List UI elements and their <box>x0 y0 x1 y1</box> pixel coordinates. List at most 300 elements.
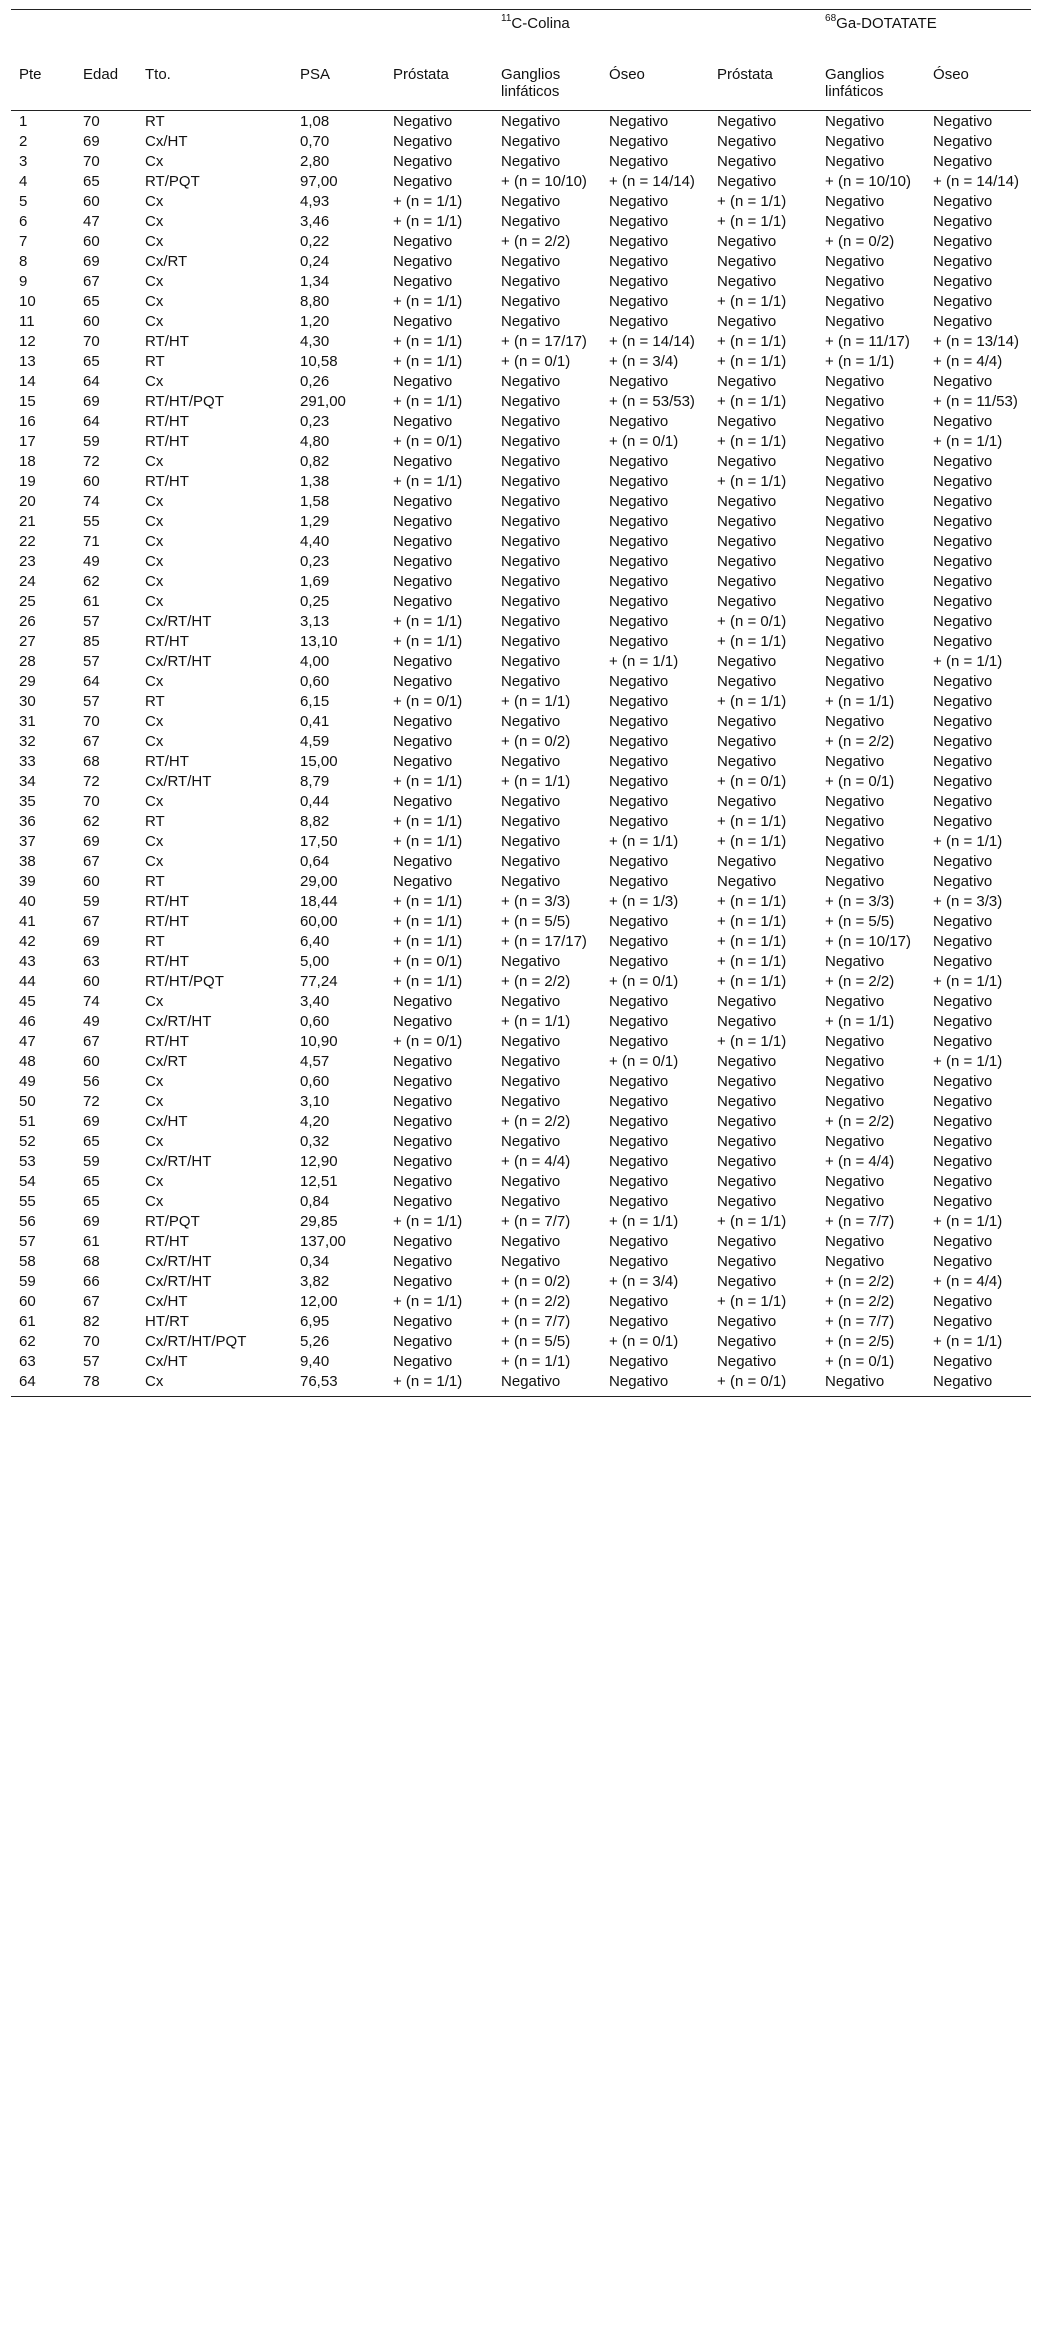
col-dotatate-ganglios: Negativo <box>825 113 885 130</box>
col-edad: 61 <box>83 1233 100 1250</box>
col-colina-oseo: Negativo <box>609 573 669 590</box>
col-colina-prostata: + (n = 0/1) <box>393 433 463 450</box>
col-colina-prostata: Negativo <box>393 373 453 390</box>
col-dotatate-ganglios: Negativo <box>825 1033 885 1050</box>
col-colina-ganglios: Negativo <box>501 473 561 490</box>
col-tto: RT <box>145 113 165 130</box>
col-edad: 55 <box>83 513 100 530</box>
col-pte: 37 <box>19 833 36 850</box>
col-dotatate-oseo: Negativo <box>933 793 993 810</box>
col-colina-ganglios: + (n = 17/17) <box>501 333 587 350</box>
col-psa: 3,13 <box>300 613 330 630</box>
col-dotatate-ganglios: + (n = 5/5) <box>825 913 895 930</box>
col-edad: 67 <box>83 913 100 930</box>
col-dotatate-oseo: Negativo <box>933 533 993 550</box>
col-dotatate-oseo: + (n = 1/1) <box>933 653 1003 670</box>
col-psa: 13,10 <box>300 633 338 650</box>
table-row <box>11 631 1031 651</box>
col-dotatate-prostata: Negativo <box>717 1173 777 1190</box>
col-edad: 60 <box>83 193 100 210</box>
col-colina-oseo: + (n = 1/1) <box>609 833 679 850</box>
col-edad: 68 <box>83 1253 100 1270</box>
col-pte: 11 <box>19 313 35 330</box>
table-row <box>11 991 1031 1011</box>
col-colina-ganglios: Negativo <box>501 1253 561 1270</box>
col-edad: 67 <box>83 733 100 750</box>
col-dotatate-prostata: + (n = 1/1) <box>717 353 787 370</box>
col-edad: 65 <box>83 293 100 310</box>
col-tto: Cx <box>145 193 164 210</box>
col-dotatate-ganglios: Negativo <box>825 993 885 1010</box>
col-tto: Cx/RT <box>145 1053 188 1070</box>
col-dotatate-prostata: Negativo <box>717 853 777 870</box>
col-pte: 49 <box>19 1073 36 1090</box>
col-dotatate-oseo: Negativo <box>933 1033 993 1050</box>
col-psa: 6,40 <box>300 933 330 950</box>
col-dotatate-ganglios: Negativo <box>825 833 885 850</box>
col-tto: Cx/HT <box>145 1293 188 1310</box>
col-dotatate-prostata: + (n = 1/1) <box>717 693 787 710</box>
col-dotatate-oseo: Negativo <box>933 1353 993 1370</box>
col-pte: 30 <box>19 693 36 710</box>
col-colina-oseo: Negativo <box>609 1313 669 1330</box>
table-row <box>11 171 1031 191</box>
col-dotatate-prostata: Negativo <box>717 233 777 250</box>
col-dotatate-oseo: Negativo <box>933 593 993 610</box>
col-dotatate-oseo: + (n = 1/1) <box>933 1213 1003 1230</box>
col-colina-oseo: Negativo <box>609 1233 669 1250</box>
col-colina-prostata: Negativo <box>393 853 453 870</box>
col-colina-ganglios: Negativo <box>501 853 561 870</box>
col-edad: 60 <box>83 313 100 330</box>
col-pte: 43 <box>19 953 36 970</box>
col-colina-prostata: Negativo <box>393 873 453 890</box>
col-colina-prostata: Negativo <box>393 113 453 130</box>
col-pte: 32 <box>19 733 36 750</box>
col-tto: RT/HT/PQT <box>145 973 224 990</box>
col-colina-ganglios: + (n = 1/1) <box>501 773 571 790</box>
col-dotatate-ganglios: + (n = 2/2) <box>825 973 895 990</box>
col-psa: 1,20 <box>300 313 330 330</box>
col-dotatate-ganglios: + (n = 1/1) <box>825 693 895 710</box>
column-header-row <box>11 66 1031 111</box>
col-psa: 1,29 <box>300 513 330 530</box>
col-pte: 9 <box>19 273 28 290</box>
col-dotatate-ganglios: + (n = 2/2) <box>825 1113 895 1130</box>
col-edad: 72 <box>83 1093 100 1110</box>
col-edad: 47 <box>83 213 100 230</box>
table-row <box>11 151 1031 171</box>
col-colina-ganglios: + (n = 2/2) <box>501 973 571 990</box>
table-row <box>11 471 1031 491</box>
col-colina-ganglios: + (n = 7/7) <box>501 1313 571 1330</box>
col-colina-prostata: + (n = 1/1) <box>393 1213 463 1230</box>
col-dotatate-oseo: Negativo <box>933 553 993 570</box>
col-dotatate-oseo: Negativo <box>933 1133 993 1150</box>
col-colina-ganglios: + (n = 17/17) <box>501 933 587 950</box>
col-dotatate-oseo: Negativo <box>933 1013 993 1030</box>
col-colina-oseo: Negativo <box>609 293 669 310</box>
col-tto: Cx/RT/HT <box>145 653 212 670</box>
col-dotatate-oseo: + (n = 4/4) <box>933 1273 1003 1290</box>
col-colina-ganglios: Negativo <box>501 653 561 670</box>
col-colina-prostata: + (n = 1/1) <box>393 613 463 630</box>
col-colina-ganglios: Negativo <box>501 433 561 450</box>
col-pte: 38 <box>19 853 36 870</box>
col-tto: Cx/RT <box>145 253 188 270</box>
col-colina-prostata: + (n = 1/1) <box>393 393 463 410</box>
col-dotatate-prostata: Negativo <box>717 733 777 750</box>
col-colina-oseo: Negativo <box>609 793 669 810</box>
col-colina-prostata: Negativo <box>393 413 453 430</box>
col-colina-oseo: + (n = 14/14) <box>609 173 695 190</box>
col-pte: 60 <box>19 1293 36 1310</box>
col-edad: 72 <box>83 453 100 470</box>
col-tto: HT/RT <box>145 1313 189 1330</box>
col-tto: Cx <box>145 153 164 170</box>
col-edad: 67 <box>83 1033 100 1050</box>
col-edad: 70 <box>83 1333 100 1350</box>
col-dotatate-ganglios: Negativo <box>825 1133 885 1150</box>
col-dotatate-oseo: Negativo <box>933 573 993 590</box>
col-edad: 59 <box>83 893 100 910</box>
col-colina-prostata: + (n = 1/1) <box>393 1293 463 1310</box>
table-row <box>11 711 1031 731</box>
col-colina-prostata: + (n = 0/1) <box>393 693 463 710</box>
col-dotatate-oseo: Negativo <box>933 1233 993 1250</box>
col-dotatate-prostata: + (n = 0/1) <box>717 1373 787 1390</box>
col-tto: Cx <box>145 553 164 570</box>
col-dotatate-ganglios: + (n = 3/3) <box>825 893 895 910</box>
col-dotatate-oseo: + (n = 14/14) <box>933 173 1019 190</box>
col-dotatate-prostata: + (n = 1/1) <box>717 1033 787 1050</box>
table-row <box>11 1311 1031 1331</box>
col-dotatate-prostata-header: Próstata <box>709 66 817 111</box>
col-colina-ganglios: Negativo <box>501 1193 561 1210</box>
col-edad: 67 <box>83 1293 100 1310</box>
col-pte: 51 <box>19 1113 36 1130</box>
col-colina-prostata: + (n = 1/1) <box>393 913 463 930</box>
col-dotatate-ganglios: + (n = 7/7) <box>825 1313 895 1330</box>
col-psa: 0,23 <box>300 553 330 570</box>
col-psa: 12,90 <box>300 1153 338 1170</box>
col-colina-ganglios: Negativo <box>501 273 561 290</box>
col-colina-ganglios: Negativo <box>501 633 561 650</box>
col-psa: 8,82 <box>300 813 330 830</box>
col-colina-oseo: Negativo <box>609 773 669 790</box>
col-colina-ganglios: Negativo <box>501 873 561 890</box>
col-dotatate-oseo: Negativo <box>933 493 993 510</box>
col-psa: 0,34 <box>300 1253 330 1270</box>
table-row <box>11 1071 1031 1091</box>
col-colina-oseo: Negativo <box>609 633 669 650</box>
col-dotatate-oseo-header: Óseo <box>925 66 1031 111</box>
col-tto: Cx <box>145 373 164 390</box>
col-dotatate-ganglios: + (n = 2/2) <box>825 733 895 750</box>
col-colina-oseo: + (n = 0/1) <box>609 973 679 990</box>
col-dotatate-ganglios: Negativo <box>825 1073 885 1090</box>
col-colina-prostata: + (n = 1/1) <box>393 633 463 650</box>
col-colina-ganglios: + (n = 0/2) <box>501 733 571 750</box>
col-colina-oseo: Negativo <box>609 993 669 1010</box>
col-colina-ganglios: Negativo <box>501 1073 561 1090</box>
col-colina-prostata-header: Próstata <box>385 66 493 111</box>
col-colina-prostata: + (n = 1/1) <box>393 893 463 910</box>
col-pte: 6 <box>19 213 28 230</box>
table-row <box>11 451 1031 471</box>
col-edad: 71 <box>83 533 100 550</box>
col-dotatate-oseo: Negativo <box>933 1093 993 1110</box>
col-dotatate-prostata: Negativo <box>717 573 777 590</box>
table-row <box>11 1171 1031 1191</box>
col-tto: Cx <box>145 1133 164 1150</box>
col-edad: 65 <box>83 1193 100 1210</box>
col-colina-oseo: Negativo <box>609 413 669 430</box>
col-dotatate-prostata: Negativo <box>717 793 777 810</box>
col-colina-ganglios: Negativo <box>501 553 561 570</box>
col-dotatate-ganglios: Negativo <box>825 533 885 550</box>
col-dotatate-oseo: + (n = 3/3) <box>933 893 1003 910</box>
table-row <box>11 811 1031 831</box>
table-row <box>11 931 1031 951</box>
col-colina-oseo: Negativo <box>609 693 669 710</box>
col-edad: 60 <box>83 233 100 250</box>
col-tto: Cx <box>145 493 164 510</box>
col-pte: 7 <box>19 233 28 250</box>
col-tto: RT <box>145 353 165 370</box>
col-tto: Cx <box>145 213 164 230</box>
col-edad: 60 <box>83 1053 100 1070</box>
col-pte-header: Pte <box>11 66 75 111</box>
col-colina-oseo: Negativo <box>609 233 669 250</box>
table-row <box>11 1271 1031 1291</box>
col-edad: 69 <box>83 1113 100 1130</box>
col-dotatate-oseo: Negativo <box>933 1073 993 1090</box>
group-header-colina: $^{11}$C-Colina <box>493 10 817 39</box>
col-dotatate-prostata: Negativo <box>717 313 777 330</box>
table-row <box>11 551 1031 571</box>
col-colina-ganglios: Negativo <box>501 193 561 210</box>
col-dotatate-oseo: Negativo <box>933 473 993 490</box>
col-edad: 57 <box>83 653 100 670</box>
col-dotatate-prostata: Negativo <box>717 1233 777 1250</box>
col-pte: 58 <box>19 1253 36 1270</box>
col-pte: 15 <box>19 393 36 410</box>
col-tto: Cx/RT/HT <box>145 613 212 630</box>
col-colina-oseo: + (n = 1/3) <box>609 893 679 910</box>
col-dotatate-ganglios: + (n = 4/4) <box>825 1153 895 1170</box>
col-colina-oseo: Negativo <box>609 713 669 730</box>
col-dotatate-ganglios: Negativo <box>825 853 885 870</box>
table-row <box>11 411 1031 431</box>
col-pte: 64 <box>19 1373 36 1390</box>
col-pte: 10 <box>19 293 36 310</box>
col-tto: Cx <box>145 233 164 250</box>
col-psa: 12,51 <box>300 1173 338 1190</box>
col-dotatate-ganglios: + (n = 2/5) <box>825 1333 895 1350</box>
col-pte: 41 <box>19 913 36 930</box>
col-colina-oseo: Negativo <box>609 1253 669 1270</box>
table-row <box>11 491 1031 511</box>
col-colina-oseo: Negativo <box>609 1293 669 1310</box>
col-colina-prostata: + (n = 1/1) <box>393 473 463 490</box>
col-dotatate-oseo: Negativo <box>933 1113 993 1130</box>
col-dotatate-oseo: Negativo <box>933 153 993 170</box>
col-colina-ganglios: + (n = 4/4) <box>501 1153 571 1170</box>
col-colina-ganglios: Negativo <box>501 153 561 170</box>
col-colina-oseo: Negativo <box>609 1153 669 1170</box>
col-pte: 59 <box>19 1273 36 1290</box>
col-tto: Cx <box>145 1173 164 1190</box>
col-dotatate-prostata: Negativo <box>717 1353 777 1370</box>
col-dotatate-prostata: Negativo <box>717 653 777 670</box>
col-dotatate-prostata: Negativo <box>717 113 777 130</box>
col-colina-ganglios: Negativo <box>501 1373 561 1390</box>
col-pte: 45 <box>19 993 36 1010</box>
table-row <box>11 1091 1031 1111</box>
col-dotatate-ganglios: Negativo <box>825 1253 885 1270</box>
col-colina-oseo: Negativo <box>609 113 669 130</box>
col-colina-oseo: Negativo <box>609 913 669 930</box>
col-colina-ganglios: Negativo <box>501 133 561 150</box>
table-row <box>11 531 1031 551</box>
col-pte: 24 <box>19 573 36 590</box>
col-tto: RT <box>145 873 165 890</box>
col-pte: 1 <box>19 113 28 130</box>
col-colina-ganglios: + (n = 2/2) <box>501 1113 571 1130</box>
col-colina-ganglios: + (n = 7/7) <box>501 1213 571 1230</box>
col-dotatate-ganglios: Negativo <box>825 1093 885 1110</box>
col-colina-ganglios: Negativo <box>501 833 561 850</box>
col-edad: 66 <box>83 1273 100 1290</box>
col-dotatate-oseo: Negativo <box>933 733 993 750</box>
col-colina-ganglios: Negativo <box>501 813 561 830</box>
col-colina-prostata: + (n = 1/1) <box>393 813 463 830</box>
col-dotatate-prostata: + (n = 1/1) <box>717 633 787 650</box>
col-colina-ganglios: + (n = 10/10) <box>501 173 587 190</box>
col-dotatate-prostata: Negativo <box>717 1013 777 1030</box>
col-colina-oseo: Negativo <box>609 213 669 230</box>
col-colina-oseo: Negativo <box>609 873 669 890</box>
col-psa: 1,58 <box>300 493 330 510</box>
col-edad: 69 <box>83 133 100 150</box>
col-dotatate-oseo: Negativo <box>933 233 993 250</box>
col-psa: 8,79 <box>300 773 330 790</box>
col-dotatate-ganglios: Negativo <box>825 573 885 590</box>
col-psa: 0,25 <box>300 593 330 610</box>
col-tto: RT/HT <box>145 913 189 930</box>
col-colina-prostata: Negativo <box>393 513 453 530</box>
col-tto: Cx <box>145 853 164 870</box>
col-tto: Cx <box>145 733 164 750</box>
col-dotatate-ganglios: Negativo <box>825 873 885 890</box>
col-colina-ganglios: + (n = 1/1) <box>501 1013 571 1030</box>
col-psa: 76,53 <box>300 1373 338 1390</box>
col-colina-oseo: Negativo <box>609 493 669 510</box>
col-tto: RT/HT <box>145 1033 189 1050</box>
col-colina-prostata: + (n = 1/1) <box>393 833 463 850</box>
col-psa: 0,60 <box>300 1013 330 1030</box>
col-dotatate-oseo: Negativo <box>933 113 993 130</box>
col-psa: 4,59 <box>300 733 330 750</box>
col-colina-oseo: + (n = 3/4) <box>609 1273 679 1290</box>
col-dotatate-ganglios: Negativo <box>825 613 885 630</box>
col-tto: RT/PQT <box>145 173 200 190</box>
col-dotatate-oseo: Negativo <box>933 933 993 950</box>
col-colina-ganglios: Negativo <box>501 453 561 470</box>
col-psa: 18,44 <box>300 893 338 910</box>
col-dotatate-ganglios: Negativo <box>825 753 885 770</box>
col-dotatate-prostata: + (n = 1/1) <box>717 1213 787 1230</box>
col-dotatate-prostata: Negativo <box>717 1133 777 1150</box>
col-dotatate-oseo: Negativo <box>933 673 993 690</box>
col-tto: Cx <box>145 593 164 610</box>
col-colina-ganglios: + (n = 2/2) <box>501 1293 571 1310</box>
col-dotatate-oseo: Negativo <box>933 373 993 390</box>
col-colina-oseo: Negativo <box>609 193 669 210</box>
results-table <box>11 9 1031 1397</box>
col-pte: 4 <box>19 173 28 190</box>
col-edad: 59 <box>83 1153 100 1170</box>
col-edad: 69 <box>83 253 100 270</box>
table-row <box>11 1231 1031 1251</box>
col-psa: 1,38 <box>300 473 330 490</box>
col-dotatate-ganglios: Negativo <box>825 433 885 450</box>
table-row <box>11 331 1031 351</box>
col-edad: 69 <box>83 1213 100 1230</box>
col-edad: 78 <box>83 1373 100 1390</box>
col-dotatate-ganglios: Negativo <box>825 213 885 230</box>
col-edad: 57 <box>83 1353 100 1370</box>
col-tto: RT/HT <box>145 333 189 350</box>
col-dotatate-oseo: + (n = 1/1) <box>933 1333 1003 1350</box>
col-tto: RT/PQT <box>145 1213 200 1230</box>
col-dotatate-prostata: Negativo <box>717 173 777 190</box>
col-pte: 33 <box>19 753 36 770</box>
col-tto: Cx/HT <box>145 1113 188 1130</box>
col-colina-ganglios: Negativo <box>501 293 561 310</box>
col-colina-oseo-header: Óseo <box>601 66 709 111</box>
col-pte: 5 <box>19 193 28 210</box>
col-dotatate-prostata: + (n = 1/1) <box>717 333 787 350</box>
col-tto: Cx <box>145 793 164 810</box>
col-psa: 6,95 <box>300 1313 330 1330</box>
col-tto: Cx/RT/HT <box>145 1273 212 1290</box>
col-tto: Cx <box>145 533 164 550</box>
col-colina-ganglios: Negativo <box>501 213 561 230</box>
col-psa: 4,00 <box>300 653 330 670</box>
col-pte: 39 <box>19 873 36 890</box>
col-dotatate-oseo: Negativo <box>933 1293 993 1310</box>
col-pte: 44 <box>19 973 36 990</box>
col-tto: RT <box>145 933 165 950</box>
col-dotatate-prostata: + (n = 0/1) <box>717 773 787 790</box>
col-colina-oseo: Negativo <box>609 153 669 170</box>
col-pte: 50 <box>19 1093 36 1110</box>
col-dotatate-oseo: Negativo <box>933 1173 993 1190</box>
col-psa: 0,70 <box>300 133 330 150</box>
col-edad: 74 <box>83 993 100 1010</box>
col-pte: 53 <box>19 1153 36 1170</box>
col-dotatate-oseo: Negativo <box>933 773 993 790</box>
col-colina-oseo: Negativo <box>609 313 669 330</box>
col-colina-prostata: Negativo <box>393 573 453 590</box>
col-colina-ganglios: Negativo <box>501 533 561 550</box>
col-colina-prostata: + (n = 1/1) <box>393 293 463 310</box>
col-dotatate-oseo: Negativo <box>933 1153 993 1170</box>
table-row <box>11 431 1031 451</box>
col-pte: 19 <box>19 473 36 490</box>
